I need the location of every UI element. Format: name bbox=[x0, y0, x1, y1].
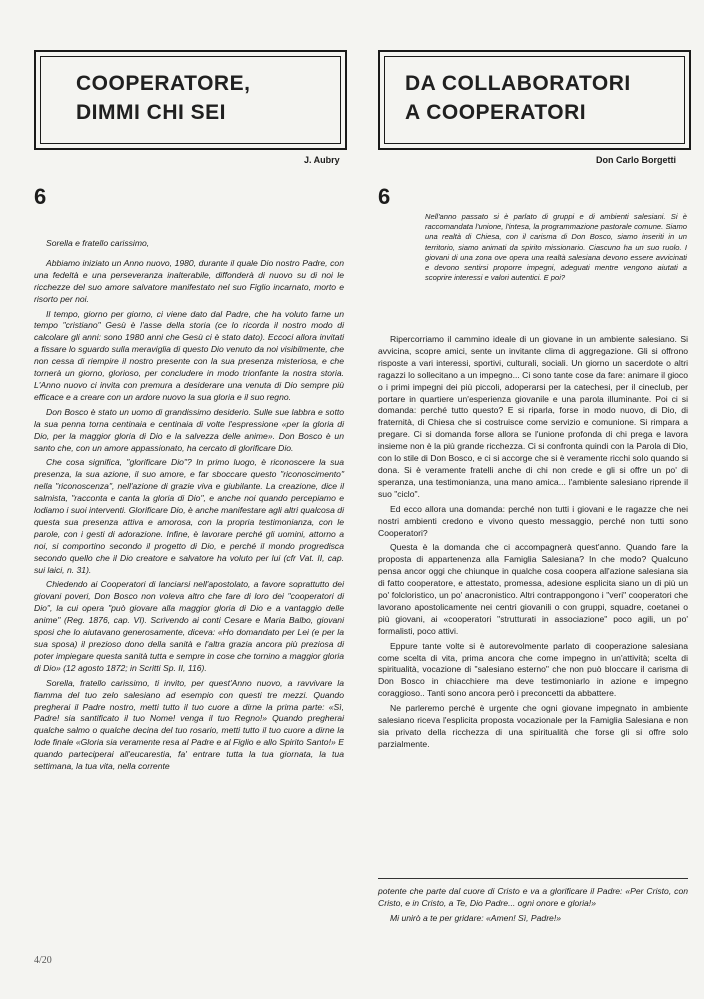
left-article-body bbox=[34, 238, 344, 776]
left-title-box bbox=[34, 50, 347, 150]
right-paragraph: Questa è la domanda che ci accompagnerà quest'anno. Quando fare la proposta di appartenenza alla Famiglia Salesiana? In che modo? Qualcuno pensa ancor oggi che chiunque in qualche cosa coopera all'azione salesiana sia di fatto cooperatore, e attestato, promessa, adesione esplicita siano un di più un po' folcloristico, un po' anacronistico. Altri contrappongono i "veri" cooperatori che lavorano apostolicamente nei centri giovanili o con gruppi, squadre, coetanei o più giovani, ai «cooperatori "strutturati in associazione" poco agili, un po' formalisti, poco attivi. bbox=[378, 542, 688, 636]
continuation-paragraph: Mi unirò a te per gridare: «Amen! Sì, Padre!» bbox=[390, 912, 562, 923]
left-title-line2: DIMMI CHI SEI bbox=[76, 101, 227, 124]
left-paragraph: Il tempo, giorno per giorno, ci viene dato dal Padre, che ha voluto farne un tempo "cristiano" Gesù è l'asse della storia (ce lo ricorda il nostro modo di calcolare gli anni: sono 1980 anni che Gesù ci è stato dato). Eccoci allora invitati a fissare lo sguardo sulla meraviglia di questo Dio venuto da noi visibilmente, che non cessa di riempire il nostro presente con la sua presenza misteriosa, e che tornerà un giorno, glorioso, per concludere in modo trionfante la nostra storia. L'Anno nuovo ci invita con premura a desiderare una venuta di Dio sempre più efficace e a creare con un ardore nuovo la sua gloria e il suo regno. bbox=[34, 308, 344, 402]
left-salutation: Sorella e fratello carissimo, bbox=[46, 238, 150, 248]
left-article-title bbox=[76, 69, 250, 127]
left-paragraph: Sorella, fratello carissimo, ti invito, per quest'Anno nuovo, a ravvivare la fiamma del tuo zelo salesiano ad esempio con questi tre mezzi. Quando pregherai il Padre nostro, metti tutto il tuo cuore a dirne la prima parte: «Sì, Padre! sia santificato il tuo Nome! venga il tuo Regno!» Quando pregherai qualche salmo o qualche decina del tuo rosario, metti tutto il tuo cuore a dirne la lode finale «Gloria sia veramente resa al Padre e al Figlio e allo Spirito Santo!» E quando parteciperai all'eucarestia, fa' entrare tutta la tua giornata, la tua settimana, la tua vita, nella corrente bbox=[34, 677, 344, 772]
page-number: 4/20 bbox=[34, 955, 52, 966]
right-paragraph: Ed ecco allora una domanda: perché non tutti i giovani e le ragazze che nei nostri ambienti credono e vivono questo messaggio, perché non tutti sono Cooperatori? bbox=[378, 503, 688, 538]
left-paragraph: Che cosa significa, "glorificare Dio"? In primo luogo, è riconoscere la sua presenza, la sua azione, il suo amore, e far sboccare questo "riconoscimento" nella "riconoscenza", nell'azione di grazie viva e giubilante. La creazione, dice il salmista, "racconta e canta la gloria di Dio", e anche noi quando percepiamo e lodiamo i suoi interventi. Glorificare Dio, è anche manifestare agli altri qualcosa di questa sua presenza attiva e amorosa, con la propria testimonianza, con le parole, con i gesti di adorazione. Infine, è lavorare perché gli uomini, attorno a noi, si comportino secondo il progetto di Dio, e perché il mondo progredisca secondo quello che il Dio creatore e salvatore ha voluto per lui (cfr Vat. II, cap. sui laici, n. 31). bbox=[34, 457, 344, 575]
continuation-divider bbox=[378, 878, 688, 879]
right-section-number: 6 bbox=[378, 184, 391, 209]
left-paragraph: Chiedendo ai Cooperatori di lanciarsi nell'apostolato, a favore soprattutto dei giovani poveri, Don Bosco non voleva altro che fare di loro dei "cooperatori di Dio", la cui opera "può giovare alla maggior gloria di Dio e a vantaggio delle anime" (Reg. 1876, cap. VI). Scrivendo ai conti Cesare e Maria Balbo, giovani sposi che lo aiutavano generosamente, diceva: «Ho domandato per Lei (e per la sua sposa) il prezioso dono della sanità e l'altra grazia ancora più preziosa di poter impiegare questa sanità tutta e sempre in cose che tornino a maggior gloria di Dio» (12 agosto 1872; in Scritti Sp. II, 116). bbox=[34, 579, 344, 673]
left-article-continuation bbox=[378, 886, 688, 928]
right-paragraph: Eppure tante volte si è autorevolmente parlato di cooperazione salesiana come scelta di vita, prima ancora che come impegno in un'attività; scelta di spiritualità, vocazione di "salesiano esterno" che non può bloccare il carisma di Don Bosco in chiacchiere ma deve testimoniarlo in azione e impegno coraggioso.. Tanti sono ancora però i preconcetti da abbattere. bbox=[378, 640, 688, 699]
left-paragraph: Don Bosco è stato un uomo di grandissimo desiderio. Sulle sue labbra e sotto la sua penna torna centinaia e centinaia di volte l'espressione «per la gloria di Dio, per la maggior gloria di Dio e la salvezza delle anime». Don Bosco è un santo che, con un amore appassionato, ha cercato di glorificare Dio. bbox=[34, 406, 344, 453]
right-title-box bbox=[378, 50, 691, 150]
right-paragraph: Ripercorriamo il cammino ideale di un giovane in un ambiente salesiano. Si avvicina, scopre amici, sente un invitante clima di aggregazione. Gli si offrono risposte a vari interessi, sportivi, culturali, sociali. Un giorno un sacerdote o altri ragazzi lo sollecitano a un impegno... Ci sono tante cose da fare: animare il gioco o i primi impegni dei più piccoli, adoperarsi per la catechesi, per il cineclub, per portare in quartiere un'esperienza giovanile e una parola illuminante. Poi ci si domanda: perché tutto questo? E si riparla, forse in modo nuovo, di Dio, di fraternità, di Chiesa che si costruisce come servizio e comunione. Si rimpara a pregare. Ci si domanda forse allora se l'unione profonda di chi prega e lavora insieme non è la più grande ricchezza. Ci si confronta quindi con la Parola di Dio, con lo stile di Don Bosco, e ci si accorge che si è veramente ricchi solo quando si dona. Si è veramente fratelli anche di chi non crede e gli si offre un po' di speranza, una testimonianza, una mano amica... l'ambiente salesiano riprende il suo "ciclo". bbox=[378, 334, 688, 499]
right-article-body bbox=[378, 334, 688, 754]
left-title-line1: COOPERATORE, bbox=[76, 72, 251, 95]
right-author: Don Carlo Borgetti bbox=[596, 155, 676, 165]
right-paragraph: Ne parleremo perché è urgente che ogni giovane impegnato in ambiente salesiano riceva l'esplicita proposta vocazionale per la Famiglia Salesiana e non sia privato della ricchezza di una spiritualità che forse gli si offre solo parzialmente. bbox=[378, 703, 688, 749]
right-title-line2: A COOPERATORI bbox=[405, 101, 587, 124]
right-title-line1: DA COLLABORATORI bbox=[405, 72, 631, 95]
left-section-number: 6 bbox=[34, 184, 47, 209]
left-paragraph: Abbiamo iniziato un Anno nuovo, 1980, durante il quale Dio nostro Padre, con una fedeltà e una perseveranza inalterabile, diffonderà di nuovo su di noi le ricchezze del suo amore salvatore manifestato nel suo Figlio incarnato, morto e risorto per noi. bbox=[34, 257, 344, 304]
left-author: J. Aubry bbox=[304, 155, 340, 165]
right-intro-box: Nell'anno passato si è parlato di gruppi e di ambienti salesiani. Si è raccomandata l'unione, l'intesa, la programmazione pastorale comune. Siamo una realtà di Chiesa, con il carisma di Don Bosco, siamo inseriti in un territorio, siamo animati da spirito missionario. Ciascuno ha un suo ruolo. I giovani di una zona ove opera una realtà salesiana devono essere avvicinati e devono sentirsi proporre impegni, adeguati mentre vengono aiutati a scoprire interessi e valori autentici. E poi? bbox=[425, 212, 687, 283]
right-article-title bbox=[405, 69, 631, 127]
continuation-paragraph: potente che parte dal cuore di Cristo e va a glorificare il Padre: «Per Cristo, con Cristo, e in Cristo, a Te, Dio Padre... ogni onore e gloria!» bbox=[378, 886, 688, 908]
